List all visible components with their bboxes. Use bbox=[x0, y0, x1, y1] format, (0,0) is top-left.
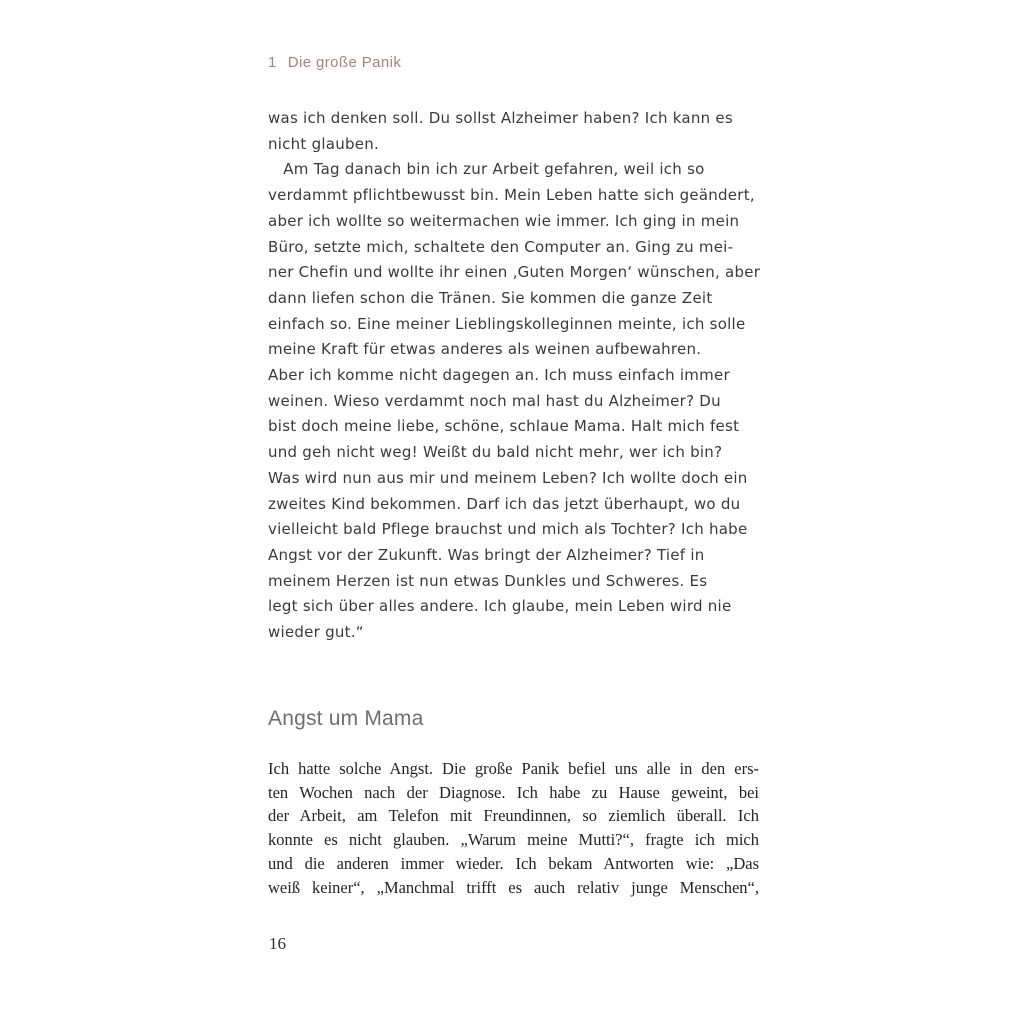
body-line: Ich hatte solche Angst. Die große Panik befiel uns alle in den ers- bbox=[268, 759, 759, 778]
body-line: der Arbeit, am Telefon mit Freundinnen, so ziemlich überall. Ich bbox=[268, 806, 759, 826]
handwritten-line: verdammt pflichtbewusst bin. Mein Leben hatte sich geändert, bbox=[268, 186, 755, 205]
handwritten-line: meine Kraft für etwas anderes als weinen aufbewahren. bbox=[268, 340, 702, 359]
handwritten-line: Angst vor der Zukunft. Was bringt der Alzheimer? Tief in bbox=[268, 545, 705, 564]
handwritten-line: zweites Kind bekommen. Darf ich das jetzt überhaupt, wo du bbox=[268, 494, 741, 513]
running-header bbox=[268, 54, 401, 71]
handwritten-line: bist doch meine liebe, schöne, schlaue Mama. Halt mich fest bbox=[268, 417, 740, 436]
handwritten-line: Büro, setzte mich, schaltete den Computer an. Ging zu mei- bbox=[268, 237, 734, 256]
handwritten-line: legt sich über alles andere. Ich glaube, mein Leben wird nie bbox=[268, 597, 732, 616]
chapter-number: 1 bbox=[268, 54, 277, 71]
body-line: weiß keiner“, „Manchmal trifft es auch relativ junge Menschen“, bbox=[268, 877, 759, 897]
handwritten-line: Am Tag danach bin ich zur Arbeit gefahren, weil ich so bbox=[268, 160, 705, 179]
handwritten-line: Was wird nun aus mir und meinem Leben? Ich wollte doch ein bbox=[268, 468, 748, 487]
body-line: ten Wochen nach der Diagnose. Ich habe zu Hause geweint, bei bbox=[268, 782, 759, 802]
handwritten-line: wieder gut.“ bbox=[268, 623, 364, 642]
handwritten-line: nicht glauben. bbox=[268, 134, 379, 153]
handwritten-line: und geh nicht weg! Weißt du bald nicht mehr, wer ich bin? bbox=[268, 443, 723, 462]
handwritten-line: aber ich wollte so weitermachen wie immer. Ich ging in mein bbox=[268, 211, 740, 230]
handwritten-line: weinen. Wieso verdammt noch mal hast du Alzheimer? Du bbox=[268, 391, 721, 410]
handwritten-line: was ich denken soll. Du sollst Alzheimer haben? Ich kann es bbox=[268, 109, 733, 127]
handwritten-line: einfach so. Eine meiner Lieblingskolleginnen meinte, ich solle bbox=[268, 314, 746, 333]
chapter-title: Die große Panik bbox=[287, 54, 402, 71]
section-heading: Angst um Mama bbox=[268, 707, 424, 730]
handwritten-line: meinem Herzen ist nun etwas Dunkles und Schweres. Es bbox=[268, 571, 708, 590]
body-line: und die anderen immer wieder. Ich bekam Antworten wie: „Das bbox=[268, 853, 759, 873]
page-number: 16 bbox=[269, 934, 286, 953]
body-paragraph bbox=[268, 757, 759, 899]
handwritten-line: ner Chefin und wollte ihr einen ‚Guten Morgen‘ wünschen, aber bbox=[268, 263, 761, 282]
handwritten-line: dann liefen schon die Tränen. Sie kommen die ganze Zeit bbox=[268, 288, 713, 307]
handwritten-line: vielleicht bald Pflege brauchst und mich als Tochter? Ich habe bbox=[268, 520, 748, 539]
handwritten-quote bbox=[268, 106, 760, 646]
body-line: konnte es nicht glauben. „Warum meine Mutti?“, fragte ich mich bbox=[268, 830, 759, 850]
handwritten-line: Aber ich komme nicht dagegen an. Ich muss einfach immer bbox=[268, 366, 730, 385]
